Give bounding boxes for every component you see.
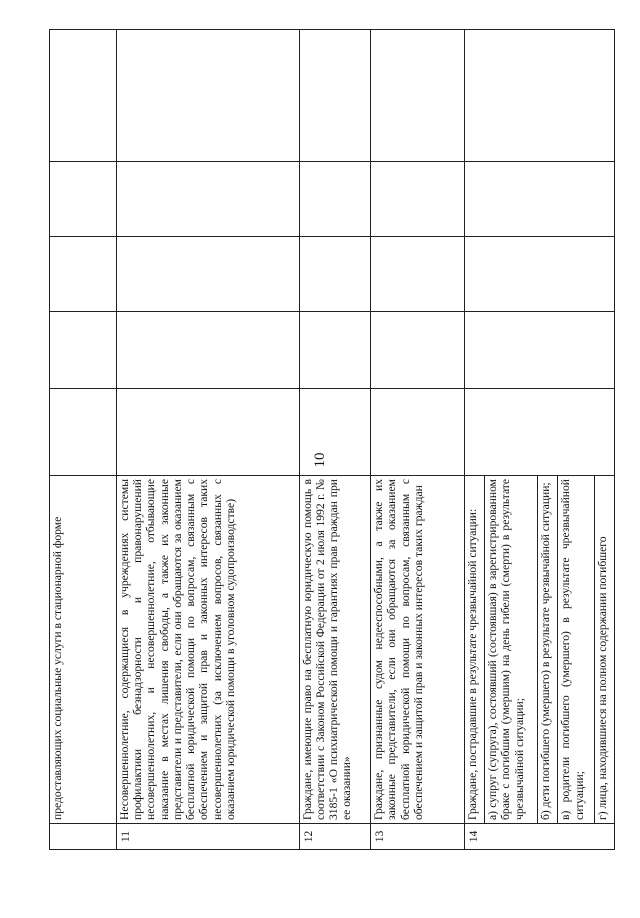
row-number: 12 xyxy=(299,824,371,850)
row-number: 11 xyxy=(116,824,299,850)
category-heading: Граждане, пострадавшие в результате чрезвычайной ситуации: xyxy=(465,476,485,823)
empty-cell xyxy=(371,30,465,162)
empty-cell xyxy=(299,312,371,389)
category-cell: Несовершеннолетние, содержащиеся в учреждениях системы профилактики безнадзорности и правонарушений несовершеннолетних, и несовершеннолетние, отбывающие наказание в местах лишения свободы, а также их законные представители и представители, если они обращаются за оказанием бесплатной юридической помощи по вопросам, связанным с обеспечением и защитой прав и законных интересов таких несовершеннолетних (за исключением вопросов, связанных с оказанием юридической помощи в уголовном судопроизводстве) xyxy=(116,476,299,824)
empty-cell xyxy=(371,237,465,312)
empty-cell xyxy=(116,237,299,312)
category-cell: предоставляющих социальные услуги в стационарной форме xyxy=(50,476,117,824)
empty-cell xyxy=(50,30,117,162)
empty-cell xyxy=(465,389,615,476)
benefit-categories-table xyxy=(49,30,615,850)
table-row xyxy=(116,30,299,850)
table-row xyxy=(299,30,371,850)
empty-cell xyxy=(371,389,465,476)
table-row xyxy=(465,30,615,850)
page-number: 10 xyxy=(312,452,328,468)
empty-cell xyxy=(50,312,117,389)
empty-cell xyxy=(299,162,371,237)
empty-cell xyxy=(465,237,615,312)
category-cell xyxy=(465,476,615,824)
category-cell: Граждане, имеющие право на бесплатную юридическую помощь в соответствии с Законом Российской Федерации от 2 июля 1992 г. № 3185-1 «О психиатрической помощи и гарантиях прав граждан при ее оказании» xyxy=(299,476,371,824)
empty-cell xyxy=(465,312,615,389)
empty-cell xyxy=(50,162,117,237)
empty-cell xyxy=(299,30,371,162)
empty-cell xyxy=(299,237,371,312)
empty-cell xyxy=(465,162,615,237)
empty-cell xyxy=(371,312,465,389)
empty-cell xyxy=(116,389,299,476)
empty-cell xyxy=(299,389,371,476)
category-subitem: в) родители погибшего (умершего) в результате чрезвычайной ситуации; xyxy=(558,476,595,823)
row-number xyxy=(50,824,117,850)
category-cell: Граждане, признанные судом недееспособными, а также их законные представители, если они обращаются за оказанием бесплатной юридической помощи по вопросам, связанным с обеспечением и защитой прав и законных интересов таких граждан xyxy=(371,476,465,824)
empty-cell xyxy=(465,30,615,162)
category-subitem: б) дети погибшего (умершего) в результате чрезвычайной ситуации; xyxy=(538,476,558,823)
empty-cell xyxy=(116,162,299,237)
empty-cell xyxy=(50,389,117,476)
empty-cell xyxy=(371,162,465,237)
empty-cell xyxy=(116,312,299,389)
empty-cell xyxy=(50,237,117,312)
row-number: 13 xyxy=(371,824,465,850)
table-row xyxy=(50,30,117,850)
row-number: 14 xyxy=(465,824,615,850)
empty-cell xyxy=(116,30,299,162)
category-subitem: г) лица, находившиеся на полном содержании погибшего xyxy=(595,536,609,820)
category-subitem: а) супруг (супруга), состоявший (состоявшая) в зарегистрированном браке с погибшим (умершим) на день гибели (смерти) в результате чрезвычайной ситуации; xyxy=(485,476,538,823)
table-row xyxy=(371,30,465,850)
